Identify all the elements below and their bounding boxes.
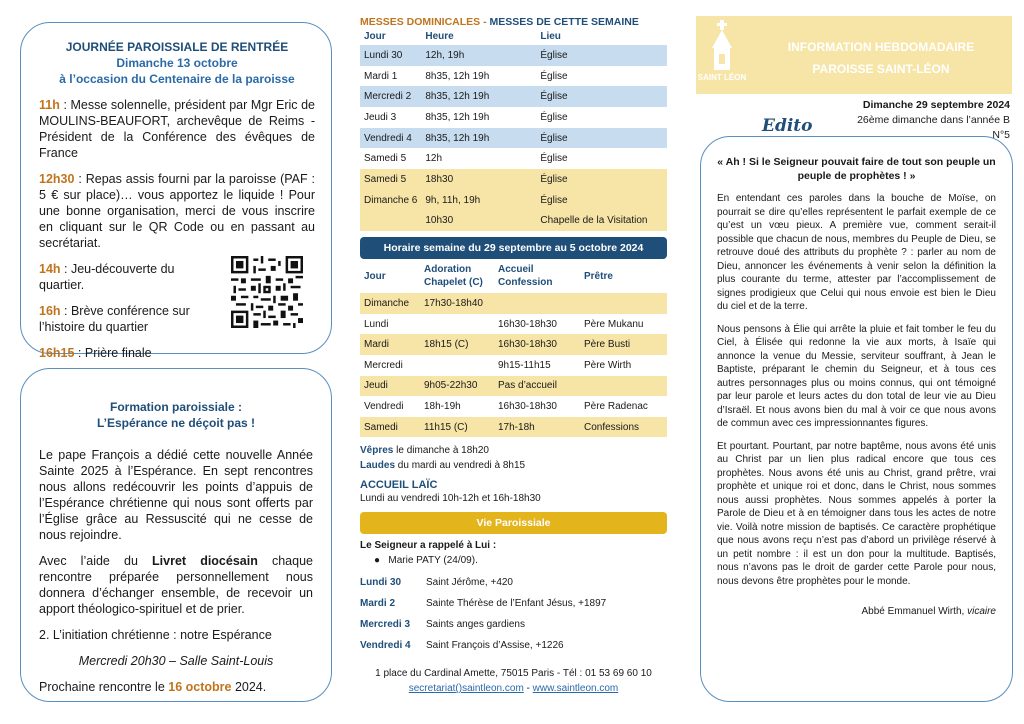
messes-cell: Église — [536, 128, 667, 149]
horaire-cell: 17h30-18h40 — [420, 293, 494, 314]
messes-row — [360, 211, 667, 232]
col-adoration: Adoration Chapelet (C) — [424, 264, 483, 289]
church-logo-icon — [697, 20, 747, 90]
horaire-cell: 11h15 (C) — [420, 417, 494, 438]
messes-cell: 8h35, 12h 19h — [421, 128, 536, 149]
horaire-cell: 17h-18h — [494, 417, 580, 438]
vie-band: Vie Paroissiale — [360, 512, 667, 534]
accueil-text: Lundi au vendredi 10h-12h et 16h-18h30 — [360, 493, 541, 505]
messes-cell: 8h35, 12h 19h — [421, 86, 536, 107]
horaire-cell: 16h30-18h30 — [494, 314, 580, 335]
horaire-cell: Mardi — [360, 334, 420, 355]
horaire-cell: Lundi — [360, 314, 420, 335]
col-pretre: Prêtre — [584, 270, 613, 282]
col-jour: Jour — [364, 270, 386, 282]
liturgical-week: 26ème dimanche dans l’année B — [857, 114, 1010, 126]
horaire-row — [360, 293, 667, 314]
banner-title — [756, 36, 1006, 80]
edito-signature: Abbé Emmanuel Wirth, vicaire — [861, 606, 996, 617]
messes-cell: Église — [536, 86, 667, 107]
messes-row — [360, 148, 667, 169]
horaire-cell — [420, 314, 494, 335]
saint-row — [360, 635, 667, 656]
col-accueil: Accueil Confession — [498, 264, 553, 289]
horaire-cell: Vendredi — [360, 396, 420, 417]
saint-row — [360, 593, 667, 614]
horaire-row — [360, 355, 667, 376]
messes-cell: Mercredi 2 — [360, 86, 421, 107]
messes-cell: Église — [536, 66, 667, 87]
messes-heading: MESSES DOMINICALES - MESSES DE CETTE SEMAINE — [360, 16, 639, 28]
horaire-cell: 16h30-18h30 — [494, 396, 580, 417]
journee-box — [20, 22, 332, 360]
messes-cell: 8h35, 12h 19h — [421, 66, 536, 87]
col-jour: Jour — [364, 31, 386, 42]
horaire-cell: Dimanche — [360, 293, 420, 314]
messes-table — [360, 28, 667, 231]
saint-day: Vendredi 4 — [360, 640, 411, 652]
footer-address: 1 place du Cardinal Amette, 75015 Paris - Tél : 01 53 69 60 10 — [375, 668, 652, 680]
horaire-row — [360, 314, 667, 335]
col-heure: Heure — [425, 31, 454, 42]
edito-para: Et pourtant. Pourtant, par notre baptême, nous avons été unis au Christ par un lien plus radical encore que tous ces prophètes. Nous avons été unis au Christ, grand prêtre, vrai prophète et unique roi et donc, dans le Christ, nous sommes nous aussi prophètes. Nous sommes appelés à porter la Parole de Dieu et à en témoigner dans tous les actes de notre vie. Voilà notre mission de baptisés. Ce caractère prophétique que nous avons reçu n’est pas d’abord un privilège réservé à un petit nombre : il est un don pour la multitude. Baptisés, nous n’avons pas le droit de garder cette Parole pour nous, nous devons être prophètes pour le monde. — [717, 440, 996, 587]
saint-day: Mercredi 3 — [360, 619, 411, 631]
formation-title-line2: L’Espérance ne déçoit pas ! — [96, 416, 256, 430]
logo-text: SAINT LÉON — [697, 73, 747, 82]
messes-cell: 18h30 — [421, 169, 536, 190]
messes-cell: Vendredi 4 — [360, 128, 421, 149]
messes-cell — [360, 211, 421, 232]
horaire-cell: Confessions — [580, 417, 667, 438]
laudes-line: Laudes du mardi au vendredi à 8h15 — [360, 460, 526, 472]
footer-email-link[interactable]: secretariat()saintleon.com — [408, 683, 524, 695]
messes-cell: Jeudi 3 — [360, 107, 421, 128]
formation-session: 2. L’initiation chrétienne : notre Espérance — [39, 628, 272, 642]
journee-item: 16h15 : Prière finale — [39, 346, 152, 360]
horaire-table — [360, 259, 667, 437]
col-lieu: Lieu — [540, 31, 561, 42]
issue-number: N°5 — [992, 129, 1010, 141]
horaire-cell: Mercredi — [360, 355, 420, 376]
messes-cell: 12h — [421, 148, 536, 169]
formation-box — [20, 368, 332, 702]
messes-cell: 9h, 11h, 19h — [421, 190, 536, 211]
horaire-row — [360, 334, 667, 355]
messes-cell: 10h30 — [421, 211, 536, 232]
messes-row — [360, 190, 667, 211]
messes-row — [360, 169, 667, 190]
horaire-cell — [494, 293, 580, 314]
edito-para: Nous pensons à Élie qui arrête la pluie et fait tomber le feu du Ciel, à Élisée qui redonne la vie aux morts, à Isaïe qui annonce la venue du Messie, serviteur souffrant, à Jean le Baptiste, préparant le chemin du Seigneur, et à tous ces autres personnages plus ou moins connus, qui ont témoigné par leur parole et leurs actes du don total de leur vie au Dieu d’Israël. Et nous avons bien du mal à voir ce que nous avons de commun avec ces impressionnantes figures. — [717, 323, 996, 429]
messes-row — [360, 66, 667, 87]
horaire-row — [360, 396, 667, 417]
messes-cell: 8h35, 12h 19h — [421, 107, 536, 128]
horaire-cell: Jeudi — [360, 376, 420, 397]
messes-row — [360, 45, 667, 66]
formation-para: Le pape François a dédié cette nouvelle Année Sainte 2025 à l’Espérance. En sept rencontres nous allons redécouvrir les points d’appuis de l’Espérance chrétienne qui nous sont offerts par l’Église grâce au Ressuscité qui ne cesse de nous rejoindre. — [39, 448, 313, 542]
saint-day: Lundi 30 — [360, 577, 402, 589]
qr-code-icon[interactable] — [231, 256, 303, 328]
messes-cell: Chapelle de la Visitation — [536, 211, 667, 232]
horaire-cell — [580, 376, 667, 397]
saint-name: Saint Jérôme, +420 — [426, 577, 513, 589]
journee-title — [39, 39, 315, 87]
horaire-cell: 18h-19h — [420, 396, 494, 417]
edito-para: En entendant ces paroles dans la bouche de Moïse, on pourrait se dire qu’elles représentent le parfait exemple de ce qu’est un vœu pieux. A première vue, comment serait-il possible que chacun de nous, membres du Peuple de Dieu, se retrouve doué des attributs du prophète ? : parler au nom de Dieu, annoncer les événements à venir selon la définition la plus courante du terme, attester par l’accomplissement de signes prodigieux que Celui qui nous envoie est bien le Dieu du ciel et de la terre. — [717, 193, 996, 312]
saint-row — [360, 572, 667, 593]
messes-row — [360, 107, 667, 128]
horaire-header-row — [360, 259, 667, 293]
messes-cell: Dimanche 6 — [360, 190, 421, 211]
middle-column — [360, 16, 667, 696]
banner-line2: PAROISSE SAINT-LÉON — [812, 62, 950, 76]
defunt-item: ● Marie PATY (24/09). — [374, 555, 478, 567]
edito-box — [700, 136, 1013, 702]
formation-schedule: Mercredi 20h30 – Salle Saint-Louis — [78, 654, 274, 668]
messes-cell: Mardi 1 — [360, 66, 421, 87]
journee-title-line3: à l’occasion du Centenaire de la paroisse — [59, 72, 295, 86]
journee-title-line2: Dimanche 13 octobre — [116, 56, 238, 70]
banner-line1: INFORMATION HEBDOMADAIRE — [787, 40, 975, 54]
messes-cell: Lundi 30 — [360, 45, 421, 66]
messes-header-row — [360, 28, 667, 45]
messes-row — [360, 86, 667, 107]
horaire-cell: Père Wirth — [580, 355, 667, 376]
messes-cell: Église — [536, 190, 667, 211]
messes-cell: Église — [536, 148, 667, 169]
vepres-line: Vêpres le dimanche à 18h20 — [360, 445, 489, 457]
horaire-cell: Père Mukanu — [580, 314, 667, 335]
header-banner — [696, 16, 1012, 94]
messes-cell: Samedi 5 — [360, 169, 421, 190]
journee-item: 16h : Brève conférence sur l’histoire du quartier — [39, 304, 190, 334]
saint-day: Mardi 2 — [360, 598, 396, 610]
horaire-row — [360, 376, 667, 397]
rappele-title: Le Seigneur a rappelé à Lui : — [360, 540, 497, 552]
saint-name: Saints anges gardiens — [426, 619, 525, 631]
bullet-icon: ● — [374, 555, 389, 567]
horaire-cell: Pas d’accueil — [494, 376, 580, 397]
horaire-cell: Samedi — [360, 417, 420, 438]
formation-para: Avec l’aide du Livret diocésain chaque rencontre préparée personnellement nous donnera d’échanger ensemble, de recevoir un apport théologico-spirituel et de prier. — [39, 554, 313, 616]
messes-cell: Église — [536, 45, 667, 66]
formation-next: Prochaine rencontre le 16 octobre 2024. — [39, 680, 267, 694]
horaire-band: Horaire semaine du 29 septembre au 5 octobre 2024 — [360, 237, 667, 259]
edito-label: Edito — [756, 116, 819, 136]
accueil-title: ACCUEIL LAÏC — [360, 479, 438, 492]
messes-cell: Église — [536, 107, 667, 128]
saints-list — [360, 572, 667, 656]
saint-row — [360, 614, 667, 635]
footer-web-link[interactable]: www.saintleon.com — [532, 683, 619, 695]
messes-cell: 12h, 19h — [421, 45, 536, 66]
edito-quote: « Ah ! Si le Seigneur pouvait faire de tout son peuple un peuple de prophètes ! » — [717, 156, 996, 182]
horaire-cell — [420, 355, 494, 376]
horaire-cell: Père Radenac — [580, 396, 667, 417]
journee-item: 11h : Messe solennelle, président par Mgr Eric de MOULINS-BEAUFORT, archevêque de Reims - Président de la Conférence des évêques de France — [39, 98, 315, 160]
saint-name: Saint François d’Assise, +1226 — [426, 640, 564, 652]
journee-title-line1: JOURNÉE PAROISSIALE DE RENTRÉE — [65, 40, 289, 54]
horaire-cell: 18h15 (C) — [420, 334, 494, 355]
horaire-cell: Père Busti — [580, 334, 667, 355]
horaire-cell: 16h30-18h30 — [494, 334, 580, 355]
messes-row — [360, 128, 667, 149]
journee-item: 12h30 : Repas assis fourni par la paroisse (PAF : 5 € sur place)… vous apportez le liquide ! Pour une bonne organisation, merci de vous inscrire en cliquant sur le QR Code ou en passant au secrétariat. — [39, 172, 315, 250]
horaire-cell — [580, 293, 667, 314]
horaire-row — [360, 417, 667, 438]
saint-name: Sainte Thérèse de l’Enfant Jésus, +1897 — [426, 598, 607, 610]
footer: 1 place du Cardinal Amette, 75015 Paris - Tél : 01 53 69 60 10 secretariat()saintleon.com - www.saintleon.com — [360, 666, 667, 696]
formation-title — [39, 399, 313, 431]
horaire-cell: 9h15-11h15 — [494, 355, 580, 376]
messes-cell: Samedi 5 — [360, 148, 421, 169]
messes-cell: Église — [536, 169, 667, 190]
horaire-cell: 9h05-22h30 — [420, 376, 494, 397]
issue-date: Dimanche 29 septembre 2024 — [862, 99, 1010, 111]
formation-title-line1: Formation paroissiale : — [109, 400, 243, 414]
journee-item: 14h : Jeu-découverte du quartier. — [39, 262, 175, 292]
